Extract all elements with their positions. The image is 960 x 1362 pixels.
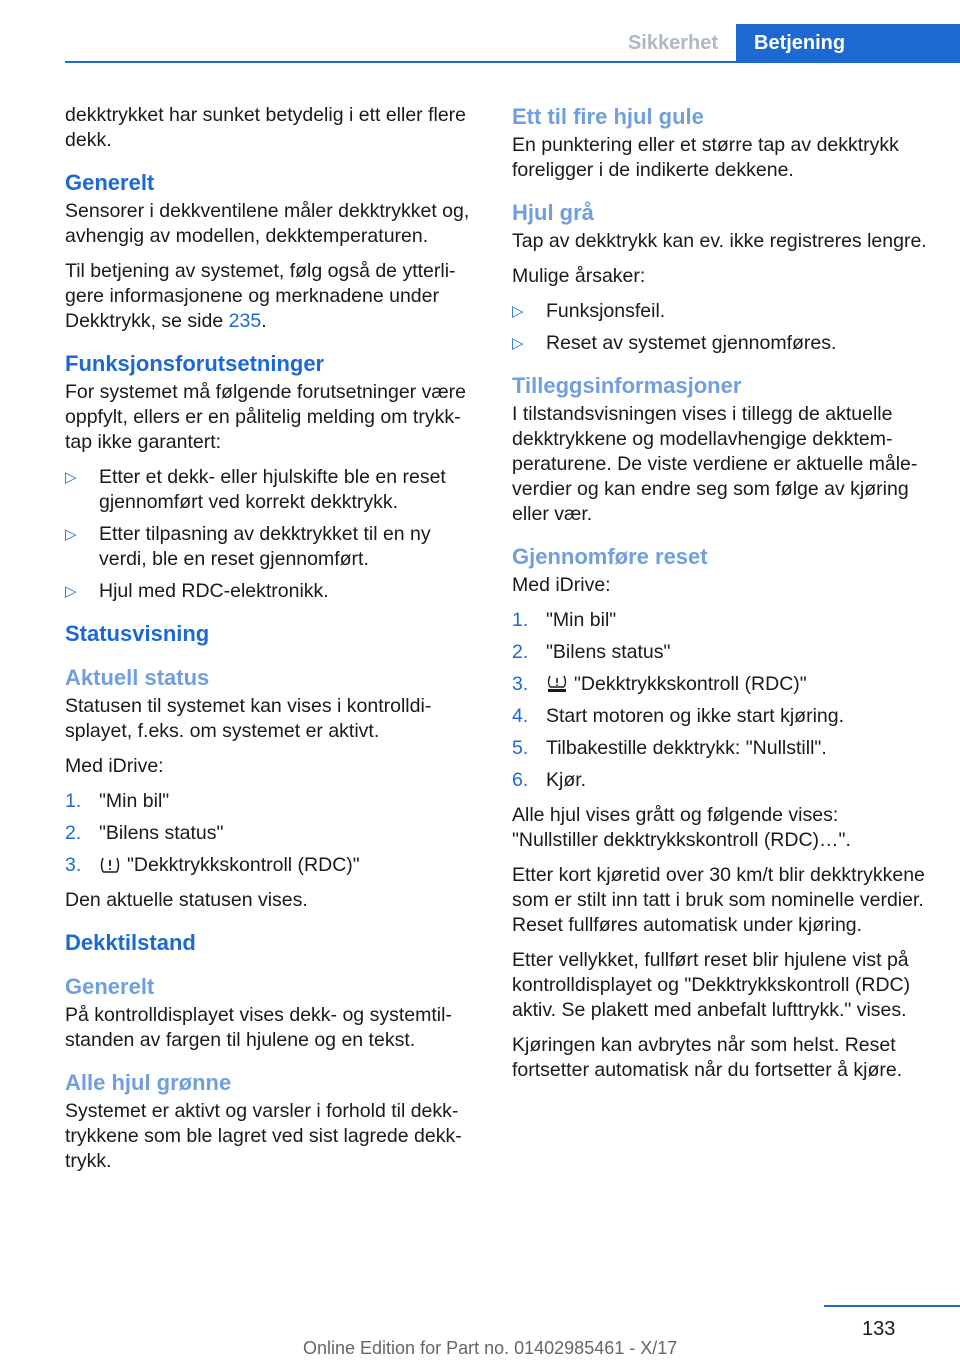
step-item xyxy=(65,821,480,846)
list-item-text: Funksjonsfeil. xyxy=(546,300,666,322)
page-link-235[interactable]: 235 xyxy=(228,310,262,332)
list-item xyxy=(65,465,480,515)
step-item xyxy=(65,853,480,878)
step-text: "Bilens status" xyxy=(546,641,671,663)
triangle-bullet-icon: ▷ xyxy=(65,469,77,486)
step-text: "Min bil" xyxy=(546,609,617,631)
step-number: 5. xyxy=(512,737,529,759)
step-text: "Dekktrykkskontroll (RDC)" xyxy=(127,854,360,876)
edition-footer: Online Edition for Part no. 01402985461 - X/17 xyxy=(303,1338,678,1358)
step-item xyxy=(512,608,927,633)
list-item-text: Reset av systemet gjennomføres. xyxy=(546,332,837,354)
left-column xyxy=(65,103,480,1184)
step-number: 4. xyxy=(512,705,529,727)
step-text: "Min bil" xyxy=(99,790,170,812)
graa-paragraph: Tap av dekktrykk kan ev. ikke registreres lengre. xyxy=(512,230,927,252)
heading-statusvisning: Statusvisning xyxy=(65,621,210,646)
header-divider xyxy=(65,61,960,63)
generelt-paragraph-2-text: Til betjening av systemet, følg også de ytterligere informasjonene og merknadene under Dekktrykk, se side xyxy=(65,260,456,332)
subheading-generelt: Generelt xyxy=(65,974,155,999)
subheading-tilleggsinformasjoner: Tilleggsinformasjoner xyxy=(512,373,742,398)
step-number: 6. xyxy=(512,769,529,791)
reset-idrive-label: Med iDrive: xyxy=(512,574,611,596)
heading-dekktilstand: Dekktilstand xyxy=(65,930,196,955)
step-item xyxy=(512,736,927,761)
list-item xyxy=(512,299,927,324)
page-header xyxy=(0,0,960,62)
tillegg-paragraph: I tilstandsvisningen vises i tillegg de aktuelle dekktrykkene og modellavhengige dekktemperaturene. De viste verdiene er aktuelle måleverdier og kan endre seg som følge av kjøring eller vær. xyxy=(512,403,918,525)
heading-generelt: Generelt xyxy=(65,170,155,195)
triangle-bullet-icon: ▷ xyxy=(65,583,77,600)
subheading-hjul-gule: Ett til fire hjul gule xyxy=(512,104,704,129)
dekk-paragraph-2: Systemet er aktivt og varsler i forhold til dekktrykkene som ble lagret ved sist lagrede dekktrykk. xyxy=(65,1100,462,1172)
step-text: Kjør. xyxy=(546,769,587,791)
step-item xyxy=(512,672,927,697)
step-item xyxy=(512,640,927,665)
status-idrive-label: Med iDrive: xyxy=(65,755,164,777)
list-item-text: Hjul med RDC-elektronikk. xyxy=(99,580,329,602)
footer-divider xyxy=(824,1305,960,1307)
generelt-paragraph-2-end: . xyxy=(261,310,267,332)
subheading-alle-hjul-gronne: Alle hjul grønne xyxy=(65,1070,232,1095)
reset-paragraph-1: Alle hjul vises grått og følgende vises: "Nullstiller dekktrykkskontroll (RDC)…". xyxy=(512,804,851,851)
tab-sikkerhet[interactable]: Sikkerhet xyxy=(627,32,719,54)
list-item-text: Etter tilpasning av dekktrykket til en ny verdi, ble en reset gjennomført. xyxy=(99,523,431,570)
step-text: Tilbakestille dekktrykk: "Nullstill". xyxy=(546,737,827,759)
gule-paragraph: En punktering eller et større tap av dekktrykk foreligger i de indikerte dekkene. xyxy=(512,134,899,181)
step-item xyxy=(512,704,927,729)
tire-pressure-icon xyxy=(99,856,121,874)
tire-pressure-reset-icon xyxy=(546,675,568,693)
subheading-gjennomfore-reset: Gjennomføre reset xyxy=(512,544,708,569)
graa-list xyxy=(512,299,927,356)
step-number: 1. xyxy=(512,609,529,631)
step-text: Start motoren og ikke start kjøring. xyxy=(546,705,845,727)
page-number: 133 xyxy=(862,1318,896,1340)
heading-funksjonsforutsetninger: Funksjonsforutsetninger xyxy=(65,351,325,376)
step-number: 3. xyxy=(512,673,529,695)
generelt-paragraph-1: Sensorer i dekkventilene måler dekktrykket og, avhengig av modellen, dekktemperaturen. xyxy=(65,200,470,247)
step-number: 2. xyxy=(512,641,529,663)
step-text: "Bilens status" xyxy=(99,822,224,844)
reset-steps xyxy=(512,608,927,793)
list-item-text: Etter et dekk- eller hjulskifte ble en reset gjennomført ved korrekt dekktrykk. xyxy=(99,466,446,513)
list-item xyxy=(65,522,480,572)
status-steps xyxy=(65,789,480,878)
generelt-paragraph-2 xyxy=(65,259,480,334)
tab-betjening[interactable]: Betjening xyxy=(736,24,960,62)
triangle-bullet-icon: ▷ xyxy=(512,335,524,352)
reset-paragraph-4: Kjøringen kan avbrytes når som helst. Reset fortsetter automatisk når du fortsetter å kjøre. xyxy=(512,1034,903,1081)
list-item xyxy=(65,579,480,604)
status-paragraph: Statusen til systemet kan vises i kontrolldisplayet, f.eks. om systemet er aktivt. xyxy=(65,695,432,742)
subheading-hjul-gra: Hjul grå xyxy=(512,200,594,225)
funksjon-list xyxy=(65,465,480,604)
step-number: 2. xyxy=(65,822,82,844)
graa-causes-label: Mulige årsaker: xyxy=(512,265,646,287)
right-column xyxy=(512,103,927,1093)
step-item xyxy=(512,768,927,793)
funksjon-paragraph: For systemet må følgende forutsetninger være oppfylt, ellers er en pålitelig melding om trykktap ikke garantert: xyxy=(65,381,466,453)
step-item xyxy=(65,789,480,814)
intro-paragraph: dekktrykket har sunket betydelig i ett eller flere dekk. xyxy=(65,104,467,151)
step-text: "Dekktrykkskontroll (RDC)" xyxy=(574,673,807,695)
step-number: 1. xyxy=(65,790,82,812)
list-item xyxy=(512,331,927,356)
status-result: Den aktuelle statusen vises. xyxy=(65,889,308,911)
reset-paragraph-2: Etter kort kjøretid over 30 km/t blir dekktrykkene som er stilt inn tatt i bruk som nominelle verdier. Reset fullføres automatisk under kjøring. xyxy=(512,864,925,936)
triangle-bullet-icon: ▷ xyxy=(512,303,524,320)
subheading-aktuell-status: Aktuell status xyxy=(65,665,210,690)
step-number: 3. xyxy=(65,854,82,876)
reset-paragraph-3: Etter vellykket, fullført reset blir hjulene vist på kontrolldisplayet og "Dekktrykkskontroll (RDC) aktiv. Se plakett med anbefalt lufttrykk." vises. xyxy=(512,949,911,1021)
triangle-bullet-icon: ▷ xyxy=(65,526,77,543)
dekk-paragraph-1: På kontrolldisplayet vises dekk- og systemtilstanden av fargen til hjulene og en tekst. xyxy=(65,1004,452,1051)
